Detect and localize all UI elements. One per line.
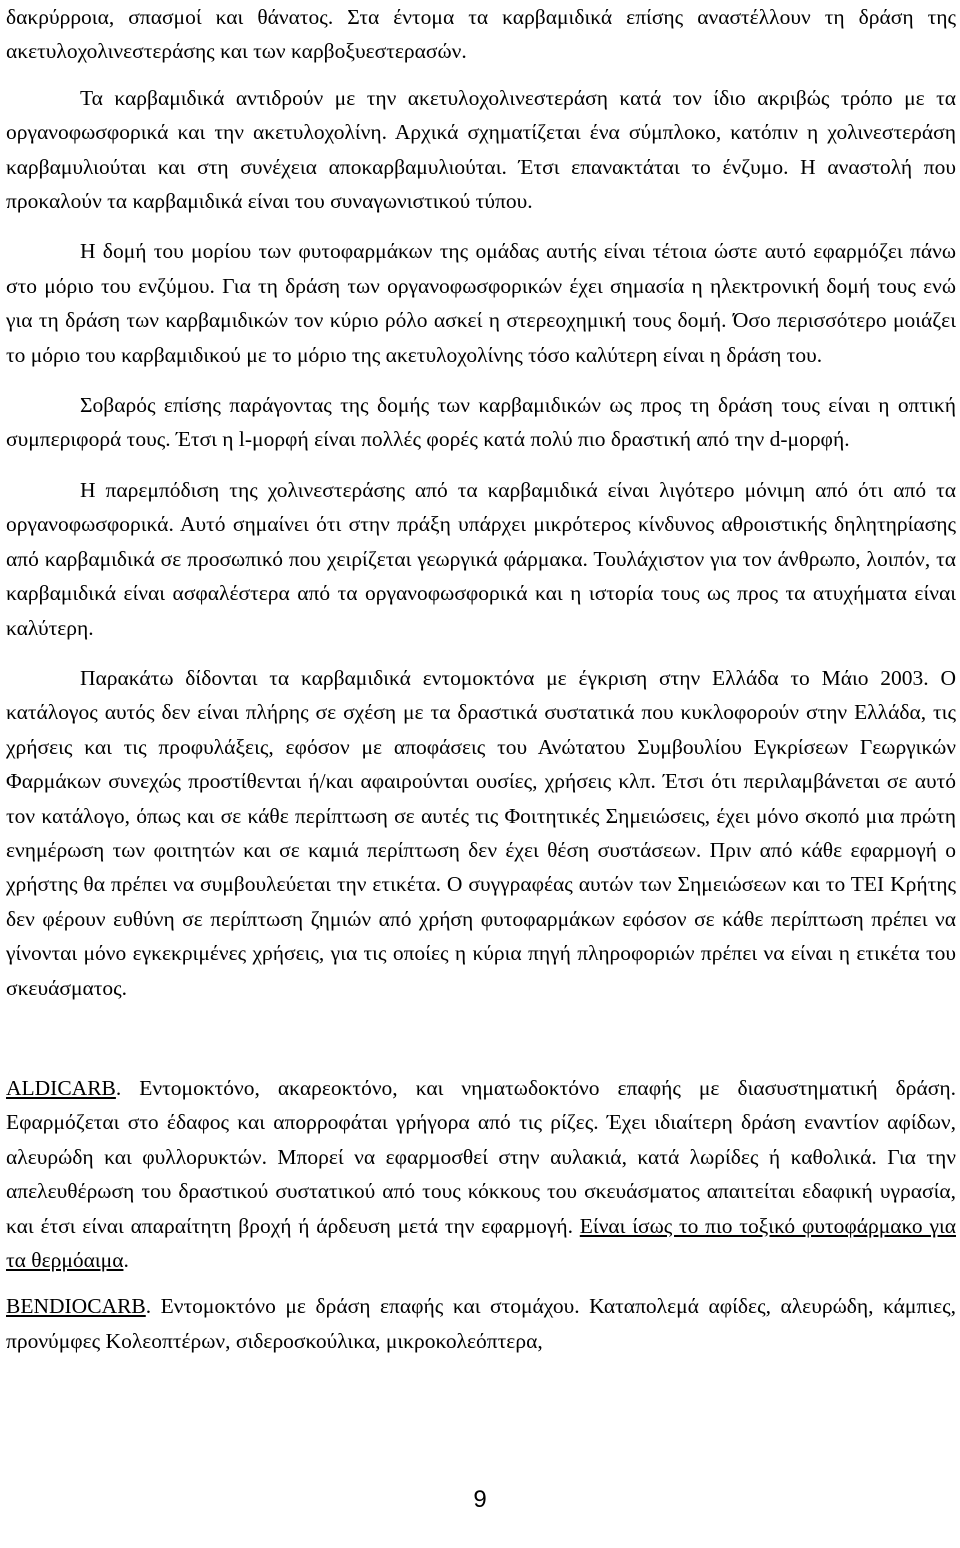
paragraph-continuation: δακρύρροια, σπασμοί και θάνατος. Στα έντομα τα καρβαμιδικά επίσης αναστέλλουν τη δράση της ακετυλοχολινεστεράσης και των καρβοξυεστερασών. xyxy=(6,5,956,64)
paragraph-molecular-structure: Η δομή του μορίου των φυτοφαρμάκων της ομάδας αυτής είναι τέτοια ώστε αυτό εφαρμόζει πάνω στο μόριο του ενζύμου. Για τη δράση των οργανοφωσφορικών έχει σημασία η ηλεκτρονική δομή τους ενώ για τη δράση των καρβαμιδικών τον κύριο ρόλο ασκεί η στερεοχημική τους δομή. Όσο περισσότερο μοιάζει το μόριο του καρβαμιδικού με το μόριο της ακετυλοχολίνης τόσο καλύτερη είναι η δράση του. xyxy=(6,239,956,367)
entry-text-aldicarb: . Εντομοκτόνο, ακαρεοκτόνο, και νηματωδοκτόνο επαφής με διασυστηματική δράση. Εφαρμόζεται στο έδαφος και απορροφάται γρήγορα από τις ρίζες. Έχει ιδιαίτερη δράση εναντίον αφίδων, αλευρώδη και φυλλορυκτών. Μπορεί να εφαρμοσθεί στην αυλακιά, κατά λωρίδες ή καθολικά. Για την απελευθέρωση του δραστικού συστατικού από τους κόκκους του σκευάσματος απαιτείται εδαφική υγρασία, και έτσι είναι απαραίτητη βροχή ή άρδευση μετά την εφαρμογή. xyxy=(6,1075,956,1238)
document-page xyxy=(6,0,956,1358)
page-number: 9 xyxy=(473,1486,487,1513)
paragraph-cholinesterase-inhibition: Η παρεμπόδιση της χολινεστεράσης από τα καρβαμιδικά είναι λιγότερο μόνιμη από ότι από τα οργανοφωσφορικά. Αυτό σημαίνει ότι στην πράξη υπάρχει μικρότερος κίνδυνος αθροιστικής δηλητηρίασης από καρβαμιδικά σε προσωπικό που χειρίζεται γεωργικά φάρμακα. Τουλάχιστον για τον άνθρωπο, λοιπόν, τα καρβαμιδικά είναι ασφαλέστερα από τα οργανοφωσφορικά και η ιστορία τους ως προς τα ατυχήματα είναι καλύτερη. xyxy=(6,477,956,640)
paragraph-carbamate-reaction: Τα καρβαμιδικά αντιδρούν με την ακετυλοχολινεστεράση κατά τον ίδιο ακριβώς τρόπο με τα οργανοφωσφορικά και την ακετυλοχολίνη. Αρχικά σχηματίζεται ένα σύμπλοκο, κατόπιν η χολινεστεράση καρβαμυλιούται και στη συνέχεια αποκαρβαμυλιούται. Έτσι επανακτάται το ένζυμο. Η αναστολή που προκαλούν τα καρβαμιδικά είναι του συναγωνιστικού τύπου. xyxy=(6,85,956,214)
entry-name-aldicarb: ALDICARB xyxy=(6,1075,116,1100)
paragraph-optical-behavior: Σοβαρός επίσης παράγοντας της δομής των καρβαμιδικών ως προς τη δράση τους είναι η οπτική συμπεριφορά τους. Έτσι η l-μορφή είναι πολλές φορές κατά πολύ πιο δραστική από την d-μορφή. xyxy=(6,393,956,452)
entry-bendiocarb xyxy=(6,1289,956,1358)
entry-warning-aldicarb: Είναι ίσως το πιο τοξικό φυτοφάρμακο για τα θερμόαιμα xyxy=(6,1213,956,1272)
entry-name-bendiocarb: BENDIOCARB xyxy=(6,1294,146,1319)
paragraph-approved-list-note: Παρακάτω δίδονται τα καρβαμιδικά εντομοκτόνα με έγκριση στην Ελλάδα το Μάιο 2003. Ο κατάλογος αυτός δεν είναι πλήρης σε σχέση με τα δραστικά συστατικά που κυκλοφορούν στην Ελλάδα, τις χρήσεις και τις προφυλάξεις, εφόσον με αποφάσεις του Ανώτατου Συμβουλίου Εγκρίσεων Γεωργικών Φαρμάκων συνεχώς προστίθενται ή/και αφαιρούνται ουσίες, χρήσεις κλπ. Έτσι ότι περιλαμβάνεται σε αυτό τον κατάλογο, όπως και σε κάθε περίπτωση σε αυτές τις Φοιτητικές Σημειώσεις, έχει μόνο σκοπό μια πρώτη ενημέρωση των φοιτητών και σε καμιά περίπτωση δεν έχει θέση συστάσεων. Πριν από κάθε εφαρμογή ο χρήστης θα πρέπει να συμβουλεύεται την ετικέτα. Ο συγγραφέας αυτών των Σημειώσεων και το ΤΕΙ Κρήτης δεν φέρουν ευθύνη σε περίπτωση ζημιών από χρήση φυτοφαρμάκων εφόσον σε κάθε περίπτωση πρέπει να γίνονται μόνο εγκεκριμένες χρήσεις, για τις οποίες η κύρια πηγή πληροφοριών πρέπει να είναι η ετικέτα του σκευάσματος. xyxy=(6,665,956,1000)
entry-aldicarb xyxy=(6,1071,956,1277)
entry-text-bendiocarb: . Εντομοκτόνο με δράση επαφής και στομάχου. Καταπολεμά αφίδες, αλευρώδη, κάμπιες, προνύμφες Κολεοπτέρων, σιδεροσκούλικα, μικροκολεόπτερα, xyxy=(6,1294,956,1353)
entry-end-aldicarb: . xyxy=(123,1248,129,1272)
